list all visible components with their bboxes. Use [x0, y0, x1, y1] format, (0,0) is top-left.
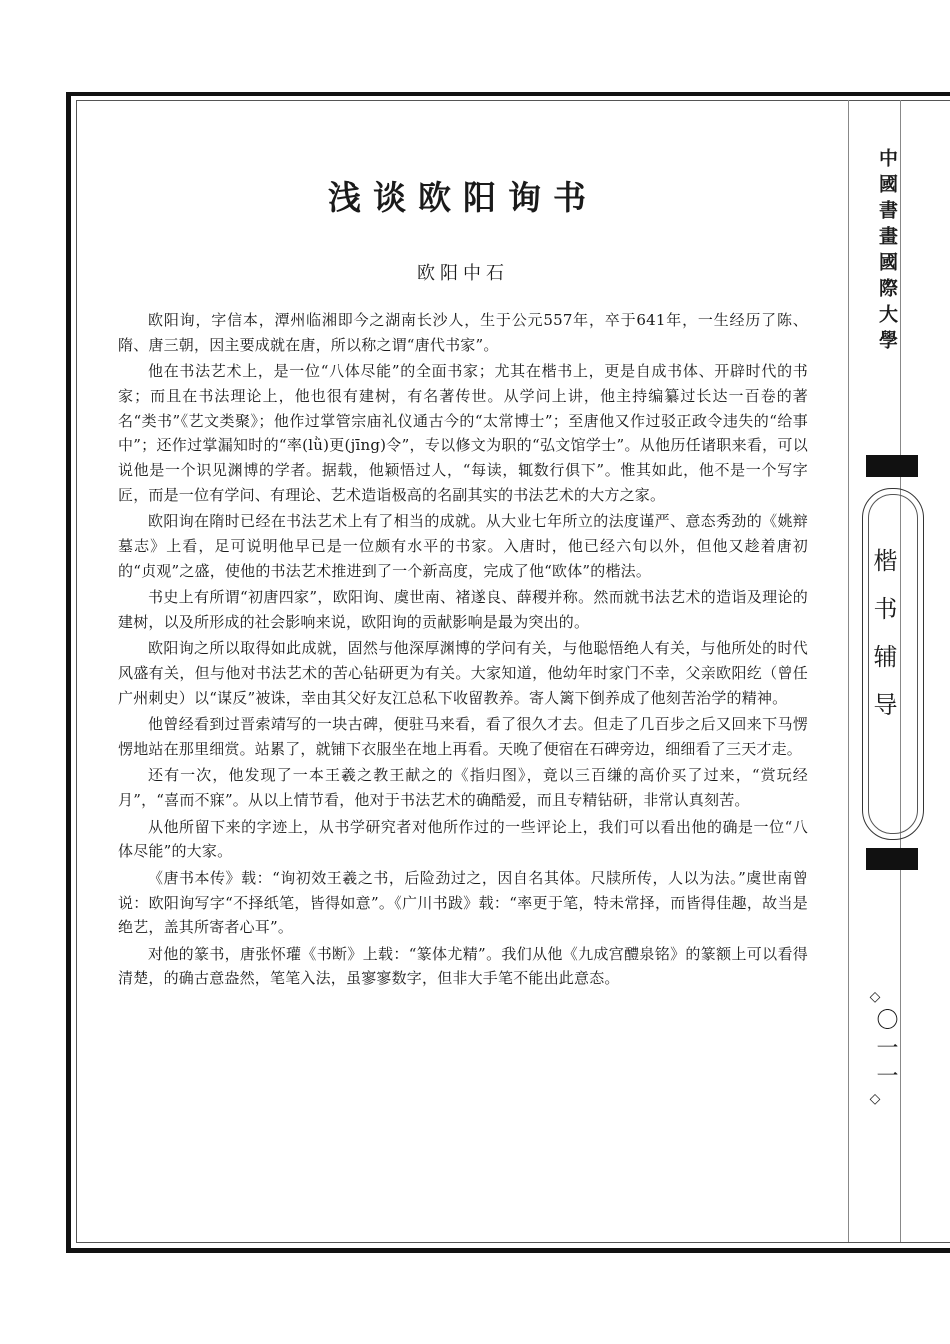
frame-bottom-border — [66, 1248, 950, 1253]
article-body — [118, 308, 808, 991]
diamond-ornament-top: ◇ — [869, 989, 881, 1005]
article-author: 欧阳中石 — [417, 263, 509, 284]
paragraph: 从他所留下来的字迹上，从书学研究者对他所作过的一些评论上，我们可以看出他的确是一位“八体尽能”的大家。 — [118, 817, 808, 861]
section-badge-top-block — [866, 455, 918, 477]
paragraph: 欧阳询，字信本，潭州临湘即今之湖南长沙人，生于公元557年，卒于641年，一生经历了陈、隋、唐三朝，因主要成就在唐，所以称之谓“唐代书家”。 — [118, 311, 808, 354]
article-title: 浅谈欧阳询书 — [328, 178, 598, 217]
frame-top-border — [68, 92, 950, 96]
inner-top-border — [76, 100, 950, 101]
paragraph: 《唐书本传》载：“询初效王羲之书，后险劲过之，因自名其体。尺牍所传，人以为法。”虞世南曾说：欧阳询写字“不择纸笔，皆得如意”。《广川书跋》载：“率更于笔，特未常择，而皆得佳趣，故当是绝艺，盖其所寄者心耳”。 — [118, 868, 808, 937]
frame-left-border — [66, 92, 71, 1252]
section-label-vertical: 楷书辅导 — [869, 548, 897, 740]
inner-left-border — [76, 100, 77, 1242]
diamond-ornament-bottom: ◇ — [869, 1091, 881, 1107]
section-badge-bottom-block — [866, 848, 918, 870]
paragraph: 欧阳询在隋时已经在书法艺术上有了相当的成就。从大业七年所立的法度谨严、意态秀劲的《姚辩墓志》上看，足可说明他早已是一位颇有水平的书家。入唐时，他已经六旬以外，但他又趁着唐初的“贞观”之盛，使他的书法艺术推进到了一个新高度，完成了他“欧体”的楷法。 — [118, 512, 808, 580]
paragraph: 对他的篆书，唐张怀瓘《书断》上载：“篆体尤精”。我们从他《九成宫醴泉铭》的篆额上可以看得清楚，的确古意盎然，笔笔入法，虽寥寥数字，但非大手笔不能出此意态。 — [118, 944, 808, 988]
paragraph: 欧阳询之所以取得如此成就，固然与他深厚渊博的学问有关，与他聪悟绝人有关，与他所处的时代风盛有关，但与他对书法艺术的苦心钻研更为有关。大家知道，他幼年时家门不幸，父亲欧阳纥（曾任广州刺史）以“谋反”被诛，幸由其父好友江总私下收留教养。寄人篱下倒养成了他刻苦治学的精神。 — [118, 639, 808, 707]
paragraph: 他曾经看到过晋索靖写的一块古碑，便驻马来看，看了很久才去。但走了几百步之后又回来下马愣愣地站在那里细赏。站累了，就铺下衣服坐在地上再看。天晚了便宿在石碑旁边，细细看了三天才走。 — [118, 715, 808, 758]
inner-bottom-border — [76, 1242, 950, 1243]
book-title-vertical: 中國書畫國際大學 — [876, 148, 898, 356]
paragraph: 还有一次，他发现了一本王羲之教王献之的《指归图》，竟以三百缣的高价买了过来，“赏玩经月”，“喜而不寐”。从以上情节看，他对于书法艺术的确酷爱，而且专精钻研，非常认真刻苦。 — [118, 766, 808, 810]
page-number-vertical: 〇一一 — [873, 1008, 898, 1092]
article — [118, 150, 808, 993]
paragraph: 他在书法艺术上，是一位“八体尽能”的全面书家；尤其在楷书上，更是自成书体、开辟时代的书家；而且在书法理论上，他也很有建树，有名著传世。从学问上讲，他主持编纂过长达一百卷的著名“类书”《艺文类聚》；他作过掌管宗庙礼仪通古今的“太常博士”；至唐他又作过驳正政令违失的“给事中”；还作过掌漏知时的“率(lǜ)更(jīng)令”，专以修文为职的“弘文馆学士”。从他历任诸职来看，可以说他是一个识见渊博的学者。据载，他颖悟过人，“每读，辄数行俱下”。惟其如此，他不是一个写字匠，而是一位有学问、有理论、艺术造诣极高的名副其实的书法艺术的大方之家。 — [118, 362, 808, 504]
paragraph: 书史上有所谓“初唐四家”，欧阳询、虞世南、褚遂良、薛稷并称。然而就书法艺术的造诣及理论的建树，以及所形成的社会影响来说，欧阳询的贡献影响是最为突出的。 — [118, 588, 808, 631]
